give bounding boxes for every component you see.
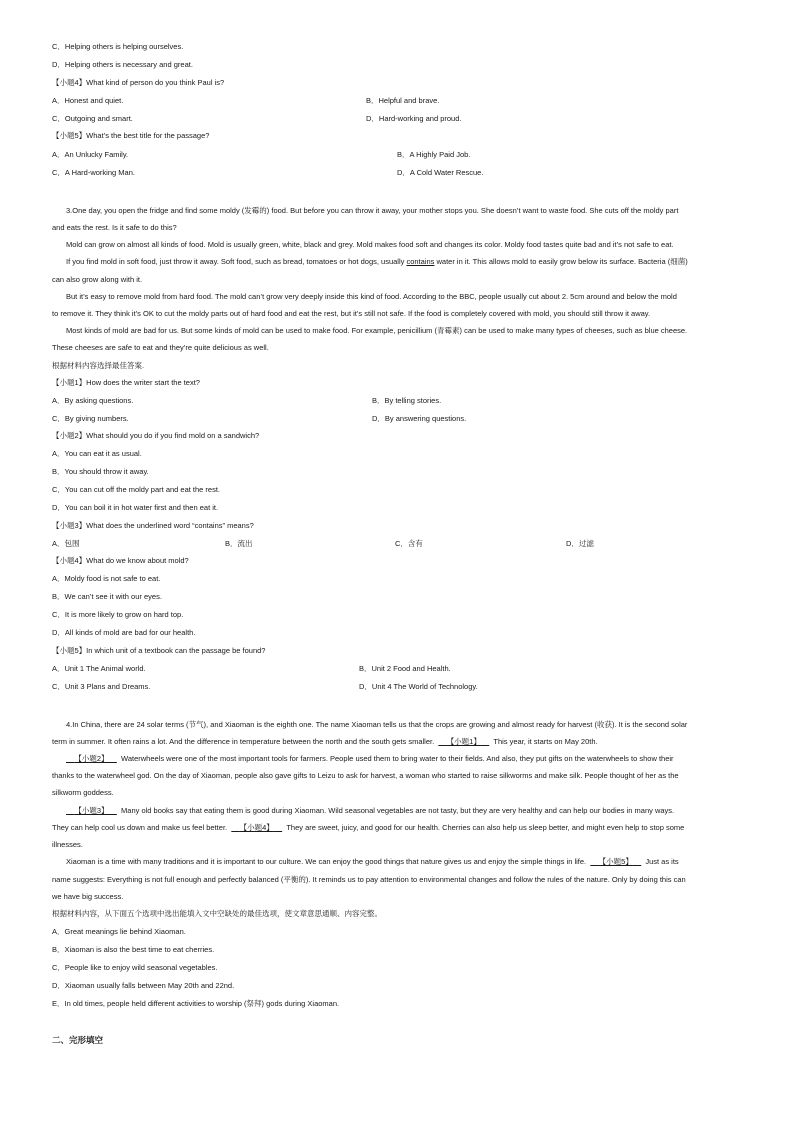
q4-passage-line: 4.In China, there are 24 solar terms (节气), and Xiaoman is the eighth one. The name Xiaoman tells us that the crops are growing and almost ready for harvest (收获). It is the second solar [66, 720, 688, 729]
q2-sub5-option-b: B．A Highly Paid Job. [397, 150, 471, 159]
q4-option-e: E．In old times, people held different activities to worship (祭拜) gods during Xiaoman. [52, 999, 340, 1008]
q4-passage-text: This year, it starts on May 20th. [493, 737, 598, 746]
q3-sub2-option-d: D．You can boil it in hot water first and then eat it. [52, 503, 219, 512]
blank-1 [438, 737, 489, 746]
q4-option-c: C．People like to enjoy wild seasonal vegetables. [52, 963, 218, 972]
q3-sub5-stem: 【小题5】In which unit of a textbook can the passage be found? [52, 646, 266, 655]
q4-passage-text: They are sweet, juicy, and good for our health. Cherries can also help us sleep better, and might even help to stop some [286, 823, 685, 832]
q4-instruction: 根据材料内容，从下面五个选项中选出能填入文中空缺处的最佳选项，使文章意思通顺、内容完整。 [52, 909, 382, 918]
blank-1-label: 【小题1】 [446, 737, 481, 746]
q3-passage-line: Mold can grow on almost all kinds of food. Mold is usually green, white, black and grey. Mold makes food soft and changes its color. Moldy food tastes quite bad and it’s not safe to eat. [66, 240, 674, 249]
q3-sub4-option-d: D．All kinds of mold are bad for our health. [52, 628, 196, 637]
q2-sub4-option-c: C．Outgoing and smart. [52, 114, 133, 123]
q3-sub4-option-c: C．It is more likely to grow on hard top. [52, 610, 184, 619]
q2-sub4-option-a: A．Honest and quiet. [52, 96, 124, 105]
section-heading: 二、完形填空 [52, 1036, 104, 1046]
q3-sub1-option-c: C．By giving numbers. [52, 414, 129, 423]
blank-5-label: 【小题5】 [598, 857, 633, 866]
q3-sub3-option-b: B．流出 [225, 539, 253, 548]
q3-sub1-option-a: A．By asking questions. [52, 396, 134, 405]
q3-sub2-option-c: C．You can cut off the moldy part and eat the rest. [52, 485, 221, 494]
q3-sub3-option-a: A．包围 [52, 539, 80, 548]
q2-sub4-stem: 【小题4】What kind of person do you think Paul is? [52, 78, 225, 87]
q3-sub1-stem: 【小题1】How does the writer start the text? [52, 378, 200, 387]
q3-sub5-option-c: C．Unit 3 Plans and Dreams. [52, 682, 151, 691]
q4-passage-text: Just as its [645, 857, 679, 866]
blank-2-label: 【小题2】 [74, 754, 109, 763]
q2-sub5-option-c: C．A Hard-working Man. [52, 168, 135, 177]
q4-passage-line: we have big success. [52, 892, 124, 901]
q3-passage-line: These cheeses are safe to eat and they’re quite delicious as well. [52, 343, 269, 352]
q4-passage-text: term in summer. It often rains a lot. And the difference in temperature between the north and the south gets smaller. [52, 737, 435, 746]
q3-passage-line: But it’s easy to remove mold from hard food. The mold can’t grow very deeply inside this kind of food. According to the BBC, people usually cut about 2. 5cm around and below the mold [66, 292, 677, 301]
q3-sub4-option-b: B．We can’t see it with our eyes. [52, 592, 162, 601]
q3-sub1-option-d: D．By answering questions. [372, 414, 467, 423]
q3-sub5-option-b: B．Unit 2 Food and Health. [359, 664, 451, 673]
q4-option-a: A．Great meanings lie behind Xiaoman. [52, 927, 186, 936]
q3-passage-line [66, 257, 742, 267]
q4-passage-text: Xiaoman is a time with many traditions and it is important to our culture. We can enjoy the good things that nature gives us and enjoy the simple things in life. [66, 857, 587, 866]
q4-passage-text: Many old books say that eating them is good during Xiaoman. Wild seasonal vegetables are not tasty, but they are very healthy and can help our bodies in many ways. [121, 806, 675, 815]
q4-passage-line: illnesses. [52, 840, 83, 849]
q3-passage-line: can also grow along with it. [52, 275, 143, 284]
q3-sub2-option-b: B．You should throw it away. [52, 467, 149, 476]
q3-passage-line: to remove it. They think it’s OK to cut the moldy parts out of hard food and eat the rest, but it’s still not safe. If the food is completely covered with mold, you should still throw it away. [52, 309, 651, 318]
q2-sub4-option-b: B．Helpful and brave. [366, 96, 440, 105]
blank-3 [66, 806, 117, 815]
q4-passage-text: Waterwheels were one of the most important tools for farmers. People used them to bring water to their fields. And also, they put gifts on the waterwheels to show their [121, 754, 674, 763]
q3-passage-line: 3.One day, you open the fridge and find some moldy (发霉的) food. But before you can throw it away, your mother stops you. She doesn’t want to waste food. She cuts off the moldy part [66, 206, 679, 215]
q4-passage-line: name suggests: Everything is not full enough and perfectly balanced (平衡的). It reminds us to pay attention to environmental changes and follow the rules of the nature. Only by doing this can [52, 875, 686, 884]
q3-sub5-option-d: D．Unit 4 The World of Technology. [359, 682, 478, 691]
q4-passage-line [66, 754, 742, 764]
q3-sub4-option-a: A．Moldy food is not safe to eat. [52, 574, 161, 583]
q4-passage-line [66, 806, 742, 816]
q3-sub1-option-b: B．By telling stories. [372, 396, 442, 405]
underlined-word-contains: contains [406, 257, 435, 266]
q2-option-c: C．Helping others is helping ourselves. [52, 42, 184, 51]
q4-passage-line: silkworm goddess. [52, 788, 114, 797]
blank-4 [231, 823, 282, 832]
q3-passage-line: Most kinds of mold are bad for us. But some kinds of mold can be used to make food. For example, penicillium (青霉素) can be used to make many types of cheeses, such as blue cheese. [66, 326, 688, 335]
q4-option-d: D．Xiaoman usually falls between May 20th and 22nd. [52, 981, 235, 990]
blank-5 [590, 857, 641, 866]
q3-sub4-stem: 【小题4】What do we know about mold? [52, 556, 189, 565]
q3-sub2-option-a: A．You can eat it as usual. [52, 449, 142, 458]
q2-sub4-option-d: D．Hard-working and proud. [366, 114, 462, 123]
q4-passage-line [52, 823, 742, 833]
q2-sub5-option-d: D．A Cold Water Rescue. [397, 168, 484, 177]
q3-sub2-stem: 【小题2】What should you do if you find mold on a sandwich? [52, 431, 260, 440]
blank-3-label: 【小题3】 [74, 806, 109, 815]
blank-2 [66, 754, 117, 763]
q3-passage-line: and eats the rest. Is it safe to do this? [52, 223, 177, 232]
q3-sub5-option-a: A．Unit 1 The Animal world. [52, 664, 146, 673]
q3-passage-text: If you find mold in soft food, just throw it away. Soft food, such as bread, tomatoes or hot dogs, usually [66, 257, 407, 266]
q3-passage-text: water in it. This allows mold to easily grow below its surface. Bacteria (细菌) [434, 257, 688, 266]
blank-4-label: 【小题4】 [239, 823, 274, 832]
q2-sub5-option-a: A．An Unlucky Family. [52, 150, 129, 159]
q4-passage-line: thanks to the waterwheel god. On the day of Xiaoman, people also gave gifts to Leizu to ask for harvest, a woman who started to raise silkworms and make silk. People thought of her as the [52, 771, 679, 780]
q4-option-b: B．Xiaoman is also the best time to eat cherries. [52, 945, 215, 954]
q3-sub3-option-c: C．含有 [395, 539, 423, 548]
q4-passage-line [52, 737, 742, 747]
q2-sub5-stem: 【小题5】What’s the best title for the passage? [52, 131, 210, 140]
q3-instruction: 根据材料内容选择最佳答案. [52, 361, 145, 370]
q4-passage-text: They can help cool us down and make us feel better. [52, 823, 228, 832]
q2-option-d: D．Helping others is necessary and great. [52, 60, 193, 69]
q3-sub3-stem: 【小题3】What does the underlined word “contains” means? [52, 521, 254, 530]
q4-passage-line [66, 857, 742, 867]
q3-sub3-option-d: D．过滤 [566, 539, 594, 548]
